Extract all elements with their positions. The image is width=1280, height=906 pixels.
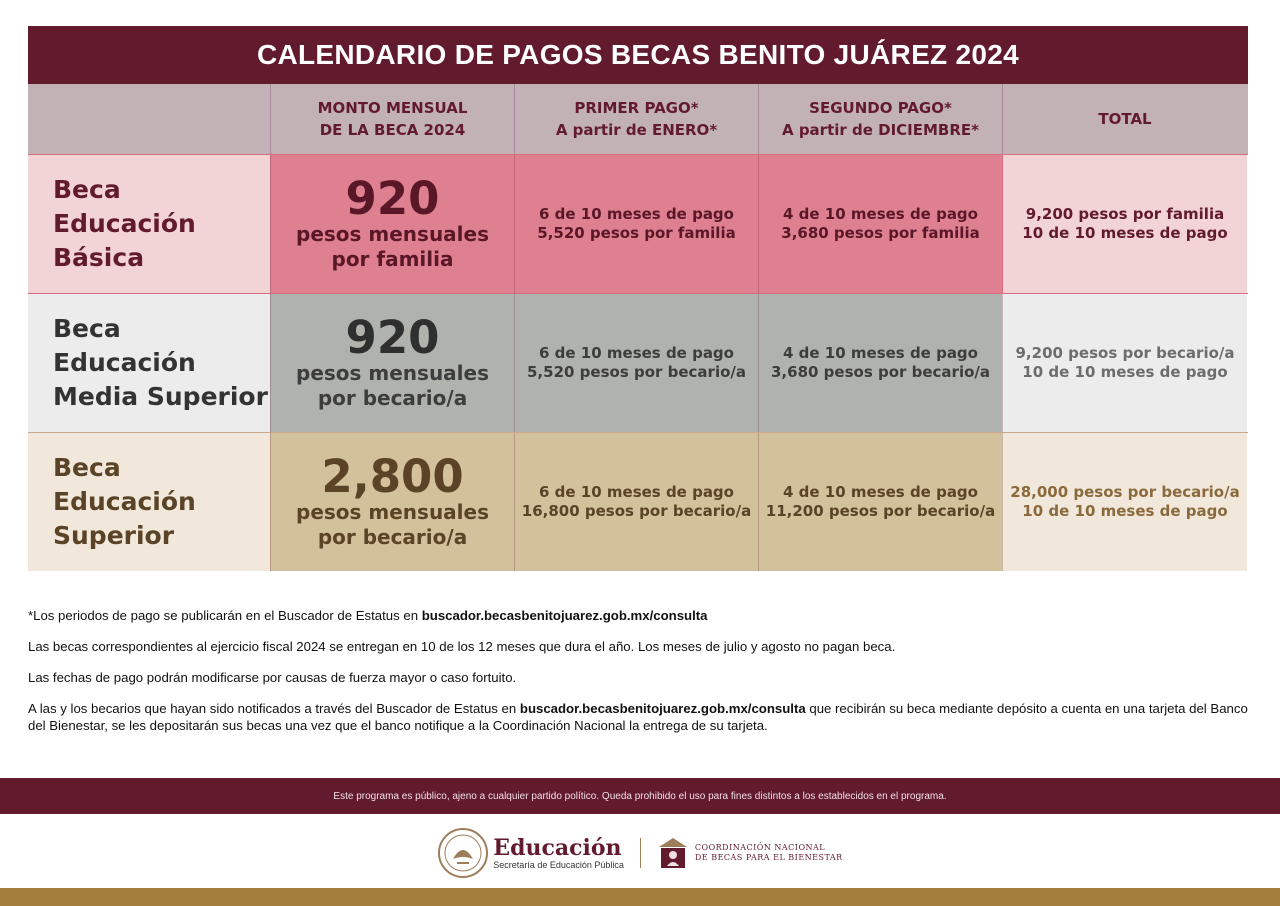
header-monto-line2: DE LA BECA 2024 [319,121,466,139]
beca-name-line: Básica [53,243,145,272]
mexico-coat-of-arms-icon [437,827,489,879]
pay-line: 16,800 pesos por becario/a [521,502,752,520]
header-primer-line2: A partir de ENERO* [555,121,718,139]
status-search-link[interactable]: buscador.becasbenitojuarez.gob.mx/consulta [519,701,806,716]
segundo-pago-cell [758,155,1002,293]
total-line: 28,000 pesos por becario/a [1010,483,1240,501]
beca-name-line: Educación [53,209,196,238]
total-cell [1002,294,1247,432]
beca-name-line: Superior [53,521,175,550]
monto-cell [270,294,514,432]
cnbbbj-line: COORDINACIÓN NACIONAL [694,843,826,852]
cnbbbj-line: DE BECAS PARA EL BIENESTAR [694,853,843,862]
note-text: A las y los becarios que hayan sido notificados a través del Buscador de Estatus en [28,701,520,716]
footnotes [28,607,1250,748]
header-primer-line1: PRIMER PAGO* [574,99,699,117]
note-text: *Los periodos de pago se publicarán en el Buscador de Estatus en [28,608,422,623]
monthly-amount: 920 [345,172,440,225]
note-text: que recibirán su beca mediante depósito a cuenta en una tarjeta del Banco del Bienestar, se les depositarán sus becas una vez que el banco notifique a la Coordinación Nacional la entrega de su tarjeta. [28,701,1248,733]
pay-line: 4 de 10 meses de pago [783,344,978,362]
total-cell [1002,155,1247,293]
monto-cell [270,155,514,293]
total-line: 9,200 pesos por becario/a [1015,344,1235,362]
header-monto-line1: MONTO MENSUAL [317,99,468,117]
monthly-amount: 2,800 [321,450,464,503]
beca-name-line: Beca [53,314,121,343]
header-total: TOTAL [1002,84,1247,154]
total-cell [1002,433,1247,571]
primer-pago-cell [514,294,758,432]
amount-unit-line: por becario/a [317,525,468,549]
primer-pago-cell [514,155,758,293]
pay-line: 4 de 10 meses de pago [783,483,978,501]
note-fiscal-year: Las becas correspondientes al ejercicio fiscal 2024 se entregan en 10 de los 12 meses que dura el año. Los meses de julio y agosto no pagan beca. [28,639,896,654]
header-primer-pago [514,84,758,154]
segundo-pago-cell [758,294,1002,432]
total-line: 10 de 10 meses de pago [1022,502,1228,520]
calendar-title: CALENDARIO DE PAGOS BECAS BENITO JUÁREZ 2024 [28,26,1248,84]
pay-line: 4 de 10 meses de pago [783,205,978,223]
sep-logo [493,836,624,870]
amount-unit-line: por becario/a [317,386,468,410]
status-search-link[interactable]: buscador.becasbenitojuarez.gob.mx/consulta [421,608,708,623]
beca-name-line: Media Superior [53,382,268,411]
total-line: 10 de 10 meses de pago [1022,363,1228,381]
beca-name-cell [28,433,270,571]
beca-name-line: Beca [53,453,121,482]
primer-pago-cell [514,433,758,571]
note-bank-deposit [28,700,1250,734]
note-periods [28,607,1250,624]
pay-line: 3,680 pesos por familia [781,224,980,242]
monthly-amount: 920 [345,311,440,364]
amount-unit-line: pesos mensuales [296,361,489,385]
table-row [28,154,1248,293]
amount-unit-line: por familia [331,247,454,271]
beca-name-line: Beca [53,175,121,204]
beca-name-cell [28,294,270,432]
header-segundo-line1: SEGUNDO PAGO* [809,99,952,117]
total-line: 9,200 pesos por familia [1025,205,1225,223]
amount-unit-line: pesos mensuales [296,222,489,246]
sep-logo-subtitle: Secretaría de Educación Pública [493,860,624,870]
header-row [28,84,1248,154]
header-empty-cell [28,84,270,154]
pay-line: 5,520 pesos por familia [537,224,736,242]
sep-logo-title: Educación [493,835,622,861]
amount-unit-line: pesos mensuales [296,500,489,524]
logo-divider [640,838,641,868]
cnbbbj-logo [695,843,843,863]
graduate-house-icon [657,835,689,871]
footer-logos [0,826,1280,880]
header-monto [270,84,514,154]
payments-calendar-table [28,26,1248,571]
pay-line: 3,680 pesos por becario/a [771,363,990,381]
segundo-pago-cell [758,433,1002,571]
total-line: 10 de 10 meses de pago [1022,224,1228,242]
table-row [28,293,1248,432]
beca-name-cell [28,155,270,293]
pay-line: 6 de 10 meses de pago [539,205,734,223]
program-disclaimer: Este programa es público, ajeno a cualquier partido político. Queda prohibido el uso para fines distintos a los establecidos en el programa. [0,778,1280,814]
header-segundo-line2: A partir de DICIEMBRE* [781,121,980,139]
footer-gold-bar [0,888,1280,906]
beca-name-line: Educación [53,348,196,377]
pay-line: 11,200 pesos por becario/a [765,502,996,520]
beca-name-line: Educación [53,487,196,516]
header-segundo-pago [758,84,1002,154]
table-row [28,432,1248,571]
pay-line: 6 de 10 meses de pago [539,344,734,362]
pay-line: 6 de 10 meses de pago [539,483,734,501]
pay-line: 5,520 pesos por becario/a [527,363,746,381]
note-dates-change: Las fechas de pago podrán modificarse por causas de fuerza mayor o caso fortuito. [28,670,517,685]
monto-cell [270,433,514,571]
